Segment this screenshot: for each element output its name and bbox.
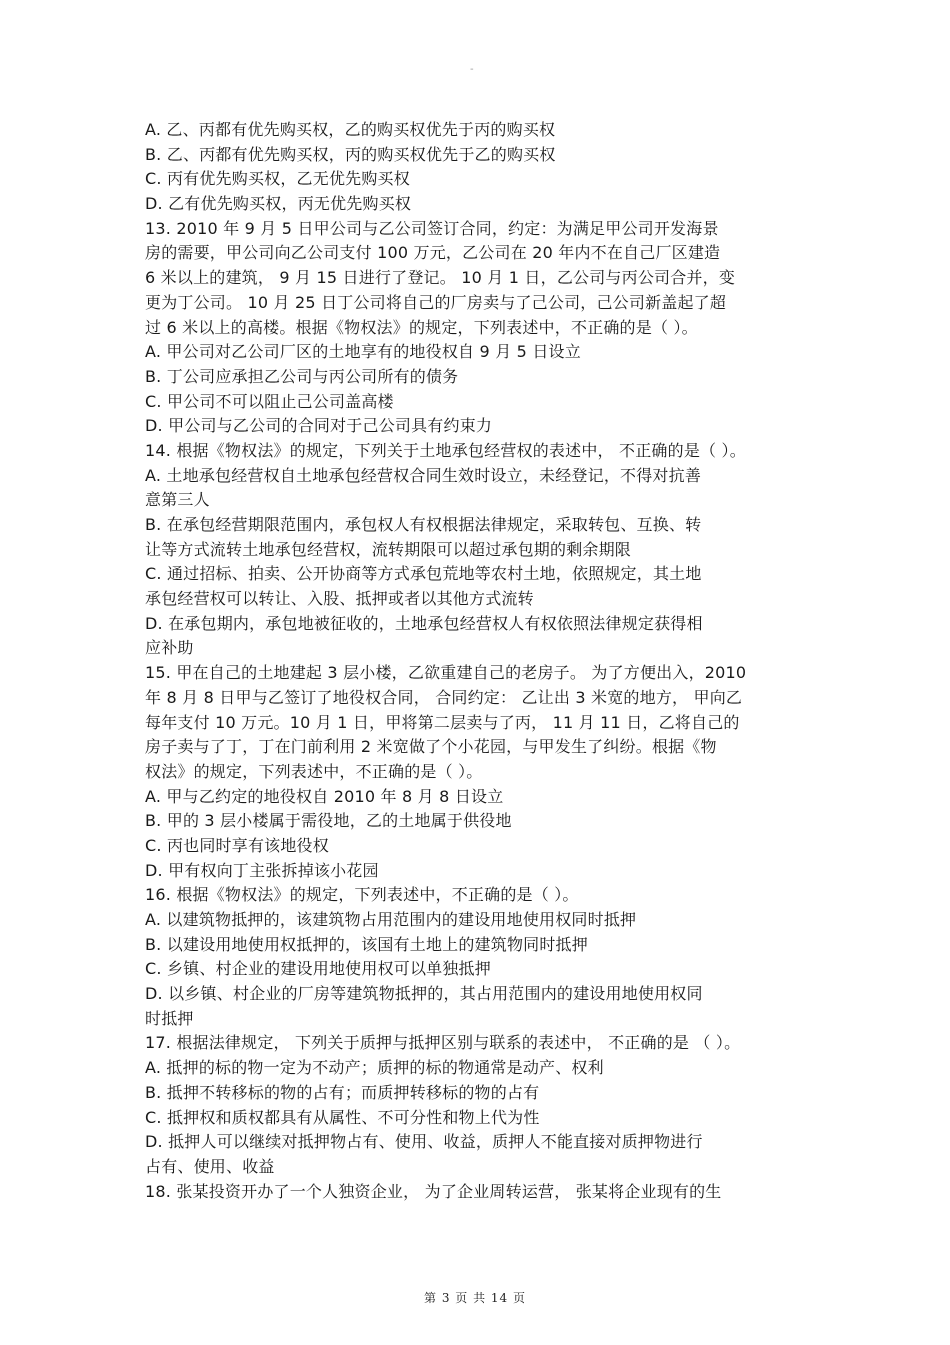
text-line: C. 乡镇、村企业的建设用地使用权可以单独抵押 — [145, 959, 491, 979]
text-line: B. 以建设用地使用权抵押的，该国有土地上的建筑物同时抵押 — [145, 934, 588, 954]
text-line: B. 乙、丙都有优先购买权，丙的购买权优先于乙的购买权 — [145, 144, 556, 164]
text-line: 意第三人 — [145, 490, 210, 510]
text-line: 占有、使用、收益 — [145, 1156, 275, 1176]
text-line: B. 甲的 3 层小楼属于需役地，乙的土地属于供役地 — [145, 811, 512, 831]
text-line: C. 抵押权和质权都具有从属性、不可分性和物上代为性 — [145, 1107, 540, 1127]
text-line: D. 以乡镇、村企业的厂房等建筑物抵押的，其占用范围内的建设用地使用权同 — [145, 984, 703, 1004]
text-line: 过 6 米以上的高楼。根据《物权法》的规定，下列表述中，不正确的是（ ）。 — [145, 317, 698, 337]
text-line: A. 以建筑物抵押的，该建筑物占用范围内的建设用地使用权同时抵押 — [145, 910, 637, 929]
header-mark: - — [470, 64, 474, 75]
text-line: 16. 根据《物权法》的规定，下列表述中，不正确的是（ ）。 — [145, 885, 579, 905]
text-line: A. 土地承包经营权自土地承包经营权合同生效时设立，未经登记，不得对抗善 — [145, 465, 702, 485]
text-line: C. 丙也同时享有该地役权 — [145, 835, 329, 855]
text-line: 15. 甲在自己的土地建起 3 层小楼，乙欲重建自己的老房子。 为了方便出入，2010 — [145, 663, 747, 683]
text-line: C. 甲公司不可以阻止己公司盖高楼 — [145, 391, 394, 411]
text-line: 应补助 — [145, 638, 194, 658]
text-line: 房子卖与了丁，丁在门前利用 2 米宽做了个小花园，与甲发生了纠纷。根据《物 — [145, 737, 717, 757]
text-line: 13. 2010 年 9 月 5 日甲公司与乙公司签订合同，约定：为满足甲公司开发海景 — [145, 218, 719, 238]
text-line: 17. 根据法律规定， 下列关于质押与抵押区别与联系的表述中， 不正确的是 （ ）。 — [145, 1033, 741, 1053]
text-line: D. 甲有权向丁主张拆掉该小花园 — [145, 860, 379, 880]
text-line: 每年支付 10 万元。10 月 1 日，甲将第二层卖与了丙， 11 月 11 日，乙将自己的 — [145, 712, 740, 732]
text-line: A. 抵押的标的物一定为不动产；质押的标的物通常是动产、权利 — [145, 1058, 604, 1078]
text-line: A. 乙、丙都有优先购买权，乙的购买权优先于丙的购买权 — [145, 120, 556, 139]
document-body — [145, 118, 825, 1204]
text-line: D. 乙有优先购买权，丙无优先购买权 — [145, 194, 412, 214]
text-line: B. 在承包经营期限范围内，承包权人有权根据法律规定，采取转包、互换、转 — [145, 515, 702, 534]
text-line: D. 甲公司与乙公司的合同对于己公司具有约束力 — [145, 416, 493, 436]
text-line: 年 8 月 8 日甲与乙签订了地役权合同， 合同约定： 乙让出 3 米宽的地方， 甲向乙 — [145, 687, 743, 707]
text-line: 14. 根据《物权法》的规定，下列关于土地承包经营权的表述中， 不正确的是（ ）。 — [145, 440, 746, 460]
text-line: 更为丁公司。 10 月 25 日丁公司将自己的厂房卖与了己公司，己公司新盖起了超 — [145, 292, 727, 312]
text-line: 房的需要，甲公司向乙公司支付 100 万元，乙公司在 20 年内不在自己厂区建造 — [145, 243, 721, 263]
text-line: B. 抵押不转移标的物的占有；而质押转移标的物的占有 — [145, 1082, 540, 1102]
text-line: A. 甲与乙约定的地役权自 2010 年 8 月 8 日设立 — [145, 786, 504, 806]
text-line: D. 抵押人可以继续对抵押物占有、使用、收益，质押人不能直接对质押物进行 — [145, 1132, 703, 1152]
text-line: A. 甲公司对乙公司厂区的土地享有的地役权自 9 月 5 日设立 — [145, 342, 581, 362]
text-line: C. 通过招标、拍卖、公开协商等方式承包荒地等农村土地，依照规定，其土地 — [145, 564, 702, 584]
text-line: B. 丁公司应承担乙公司与丙公司所有的债务 — [145, 366, 459, 386]
text-line: 让等方式流转土地承包经营权，流转期限可以超过承包期的剩余期限 — [145, 539, 632, 559]
text-line: 时抵押 — [145, 1008, 194, 1028]
text-line: D. 在承包期内，承包地被征收的，土地承包经营权人有权依照法律规定获得相 — [145, 613, 703, 633]
text-line: 权法》的规定，下列表述中，不正确的是（ ）。 — [145, 761, 483, 781]
text-line: 承包经营权可以转让、入股、抵押或者以其他方式流转 — [145, 589, 534, 609]
text-line: 6 米以上的建筑， 9 月 15 日进行了登记。 10 月 1 日，乙公司与丙公司合并，变 — [145, 268, 736, 288]
text-line: 18. 张某投资开办了一个人独资企业， 为了企业周转运营， 张某将企业现有的生 — [145, 1181, 722, 1201]
page-number: 第 3 页 共 14 页 — [424, 1291, 526, 1305]
text-line: C. 丙有优先购买权，乙无优先购买权 — [145, 169, 410, 189]
